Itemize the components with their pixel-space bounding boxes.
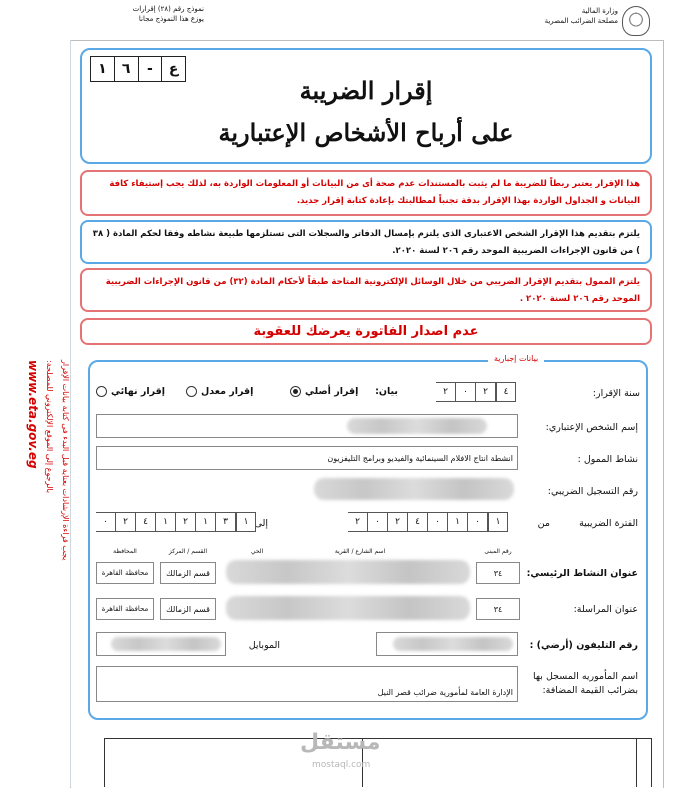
tax-year-digits bbox=[436, 382, 516, 402]
form-code-cell: ٦ bbox=[114, 57, 138, 81]
authority-name: مصلحة الضرائب المصرية bbox=[544, 17, 618, 25]
redacted-text bbox=[347, 418, 487, 434]
period-to-digit[interactable]: ٣ bbox=[216, 512, 236, 532]
landline-field[interactable] bbox=[376, 632, 518, 656]
main-address-label: عنوان النشاط الرئيسي: bbox=[526, 568, 638, 579]
period-to-digits bbox=[96, 512, 256, 532]
period-to-digit[interactable]: ٠ bbox=[96, 512, 116, 532]
corr-governorate-field[interactable]: محافظة القاهرة bbox=[96, 598, 154, 620]
period-to-digit[interactable]: ١ bbox=[196, 512, 216, 532]
office-field[interactable]: الإدارة العامة لمأمورية ضرائب قصر النيل bbox=[96, 666, 518, 702]
period-from-digit[interactable]: ١ bbox=[488, 512, 508, 532]
corr-district-field[interactable]: قسم الزمالك bbox=[160, 598, 216, 620]
option-final-radio[interactable] bbox=[96, 386, 107, 397]
statement-label: بيان: bbox=[375, 386, 398, 397]
main-street-redacted bbox=[226, 560, 470, 584]
period-to-digit[interactable]: ٢ bbox=[116, 512, 136, 532]
period-from-digit[interactable]: ٠ bbox=[468, 512, 488, 532]
tax-year-digit[interactable]: ٤ bbox=[496, 382, 516, 402]
main-district-field[interactable]: قسم الزمالك bbox=[160, 562, 216, 584]
form-number-block bbox=[84, 4, 204, 24]
option-final[interactable] bbox=[96, 386, 165, 397]
mobile-label: الموبايل bbox=[248, 640, 280, 651]
form-code-cell: ١ bbox=[98, 61, 107, 77]
header-district: القسم / المركز bbox=[168, 548, 208, 555]
form-code-cell: ع bbox=[161, 57, 185, 81]
period-to-digit[interactable]: ٢ bbox=[176, 512, 196, 532]
period-from-digits bbox=[348, 512, 508, 532]
office-label: اسم المأموريه المسجل بها بضرائب القيمة المضافة: bbox=[533, 671, 638, 696]
period-from-digit[interactable]: ٢ bbox=[388, 512, 408, 532]
entity-name-label: إسم الشخص الإعتباري: bbox=[545, 422, 638, 433]
tax-period-label: الفترة الضريبية bbox=[579, 518, 638, 529]
period-to-digit[interactable]: ١ bbox=[156, 512, 176, 532]
divider bbox=[636, 738, 637, 787]
header-street: اسم الشارع / القرية bbox=[334, 548, 386, 555]
period-from-digit[interactable]: ٠ bbox=[368, 512, 388, 532]
header-governorate: المحافظة bbox=[113, 548, 137, 555]
period-from-digit[interactable]: ١ bbox=[448, 512, 468, 532]
correspondence-address-label: عنوان المراسلة: bbox=[573, 604, 638, 615]
entity-name-field[interactable] bbox=[96, 414, 518, 438]
redacted-text bbox=[111, 637, 221, 651]
form-code-cell: - bbox=[138, 57, 162, 81]
tax-registration-label: رقم التسجيل الضريبي: bbox=[547, 486, 638, 497]
tax-year-label: سنة الإقرار: bbox=[592, 388, 640, 399]
side-notes bbox=[12, 360, 72, 640]
tax-authority-logo-icon bbox=[622, 6, 650, 36]
period-to-label: إلى bbox=[254, 518, 268, 529]
website-link[interactable]: www.eta.gov.eg bbox=[26, 360, 40, 469]
header-neighborhood: الحي bbox=[250, 548, 264, 555]
period-from-digit[interactable]: ٢ bbox=[348, 512, 368, 532]
option-amended-radio[interactable] bbox=[186, 386, 197, 397]
notice-accuracy: هذا الإقرار يعتبر ربطاً للضريبة ما لم يثبت بالمستندات عدم صحة أى من البيانات أو المعلومات الواردة به، لذلك يجب إستيفاء كافة البيانات و الجداول الواردة بهذا الإقرار بدقة تجنباً لمطالبتك بإعادة كتابة إقرار جديد. bbox=[80, 170, 652, 216]
main-building-field[interactable]: ٣٤ bbox=[476, 562, 520, 584]
option-original-radio[interactable] bbox=[290, 386, 301, 397]
watermark-url: mostaql.com bbox=[312, 760, 371, 770]
period-from-label: من bbox=[537, 518, 550, 529]
page-subtitle: على أرباح الأشخاص الإعتبارية bbox=[218, 118, 514, 147]
corr-building-field[interactable]: ٣٤ bbox=[476, 598, 520, 620]
penalty-banner: عدم اصدار الفاتورة يعرضك للعقوبة bbox=[80, 318, 652, 345]
option-original[interactable] bbox=[290, 386, 358, 397]
period-to-digit[interactable]: ١ bbox=[236, 512, 256, 532]
notice-obligation: يلتزم بتقديم هذا الإقرار الشخص الاعتبارى الذى يلتزم بإمسال الدفاتر والسجلات التى تستلزمها طبيعة نشاطه وفقا لحكم المادة ( ٣٨ ) من قانون الإجراءات الضريبية الموحد رقم ٢٠٦ لسنة ٢٠٢٠. bbox=[80, 220, 652, 264]
notice-electronic: يلتزم الممول بتقديم الإقرار الضريبي من خلال الوسائل الإلكترونية المتاحة طبقاً لأحكام المادة (٣٢) من قانون الإجراءات الضريبية الموحد رقم ٢٠٦ لسنة ٢٠٢٠ . bbox=[80, 268, 652, 312]
main-governorate-field[interactable]: محافظة القاهرة bbox=[96, 562, 154, 584]
phone-label: رقم التليفون (أرضي) : bbox=[529, 640, 638, 651]
free-distribution-note: يوزع هذا النموذج مجانا bbox=[138, 15, 204, 23]
tax-year-digit[interactable]: ٠ bbox=[456, 382, 476, 402]
form-number: نموذج رقم (٢٨) إقرارات bbox=[132, 5, 204, 13]
activity-label: نشاط الممول : bbox=[577, 454, 638, 465]
corr-street-redacted bbox=[226, 596, 470, 620]
ministry-name: وزارة المالية bbox=[581, 7, 618, 15]
period-from-digit[interactable]: ٠ bbox=[428, 512, 448, 532]
tax-registration-redacted bbox=[314, 478, 514, 500]
ministry-block bbox=[490, 6, 618, 26]
option-amended-label: إقرار معدل bbox=[201, 386, 254, 397]
tax-year-digit[interactable]: ٢ bbox=[436, 382, 456, 402]
option-amended[interactable] bbox=[186, 386, 253, 397]
side-note-reference: بالرجوع إلى الموقع الإلكتروني للمصلحة: bbox=[45, 360, 54, 494]
period-from-digit[interactable]: ٤ bbox=[408, 512, 428, 532]
activity-field[interactable]: انشطة انتاج الافلام السينمائية والفيديو وبرامج التليفزيون bbox=[96, 446, 518, 470]
period-to-digit[interactable]: ٤ bbox=[136, 512, 156, 532]
mobile-field[interactable] bbox=[96, 632, 226, 656]
page-title: إقرار الضريبة bbox=[299, 76, 433, 105]
side-note-instructions: يجب قراءة الإرشادات بعناية قبل البدء فى كتابة بيانات الإقرار bbox=[61, 360, 70, 561]
redacted-text bbox=[393, 637, 513, 651]
option-original-label: إقرار أصلي bbox=[305, 386, 359, 397]
option-final-label: إقرار نهائي bbox=[111, 386, 166, 397]
header-building-no: رقم المبنى bbox=[484, 548, 512, 555]
section-title: بيانات إجبارية bbox=[488, 354, 544, 363]
watermark-logo: مستقل bbox=[300, 730, 381, 755]
tax-year-digit[interactable]: ٢ bbox=[476, 382, 496, 402]
